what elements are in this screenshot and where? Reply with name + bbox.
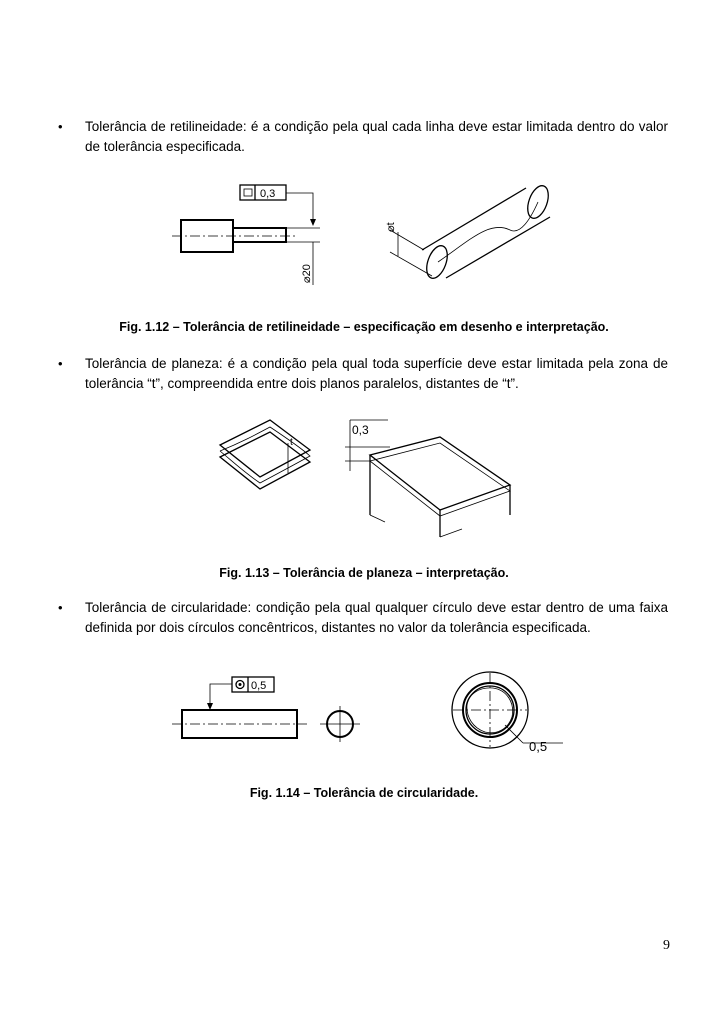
figure-flatness-block (340, 415, 520, 540)
diameter-label: ⌀20 (301, 264, 313, 283)
bullet-item-straightness (58, 117, 668, 157)
page-number: 9 (663, 938, 670, 953)
figure-circularity-interpretation (445, 665, 575, 765)
bullet-marker: • (58, 356, 63, 371)
zone-value-label: 0,5 (529, 739, 548, 754)
figure-flatness-planes (210, 415, 320, 495)
caption-fig-1-12: Fig. 1.12 – Tolerância de retilineidade – especificação em desenho e interpretação. (119, 320, 609, 334)
caption-fig-1-14: Fig. 1.14 – Tolerância de circularidade. (249, 786, 479, 800)
bullet-marker: • (58, 600, 63, 615)
zone-label-t: ⌀t (385, 222, 397, 232)
caption-fig-1-13: Fig. 1.13 – Tolerância de planeza – interpretação. (219, 566, 509, 580)
figure-circularity-drawing (170, 670, 380, 760)
figure-straightness-drawing (150, 175, 350, 295)
paragraph-circularity: Tolerância de circularidade: condição pela qual qualquer círculo deve estar dentro de uma faixa definida por dois círculos concêntricos, distantes no valor da tolerância especificada. (85, 600, 668, 635)
tolerance-frame-value: 0,3 (260, 188, 276, 200)
figure-straightness-cylinder (380, 180, 560, 290)
paragraph-flatness: Tolerância de planeza: é a condição pela qual toda superfície deve estar limitada pela zona de tolerância “t”, compreendida entre dois planos paralelos, distantes de “t”. (85, 356, 668, 391)
tolerance-value-label: 0,3 (352, 423, 369, 437)
tolerance-frame-value: 0,5 (251, 680, 267, 692)
bullet-marker: • (58, 119, 63, 134)
bullet-item-circularity (58, 598, 668, 638)
zone-label-t: t (290, 437, 293, 448)
bullet-item-flatness (58, 354, 668, 394)
paragraph-straightness: Tolerância de retilineidade: é a condição pela qual cada linha deve estar limitada dentro do valor de tolerância especificada. (85, 119, 668, 154)
